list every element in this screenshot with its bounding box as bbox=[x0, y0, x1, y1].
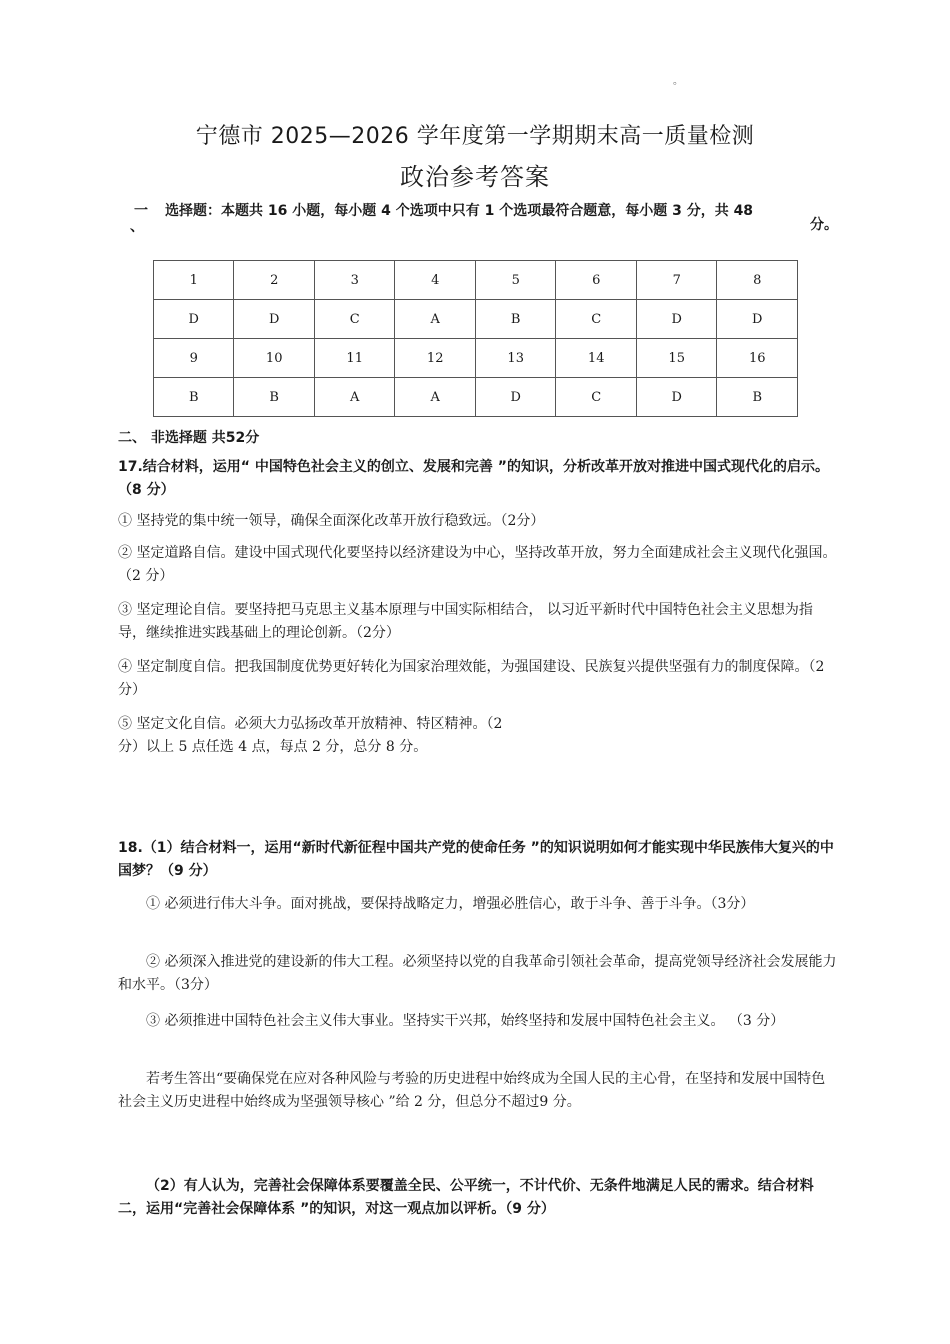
q17-question: 17.结合材料，运用“ 中国特色社会主义的创立、发展和完善 ”的知识，分析改革开放对推进中国式现代化的启示。（8 分） bbox=[118, 459, 829, 498]
table-cell: D bbox=[636, 378, 717, 417]
section2-heading: 二、 非选择题 共52分 bbox=[118, 430, 260, 446]
table-cell: D bbox=[636, 300, 717, 339]
table-cell: D bbox=[154, 300, 234, 339]
table-cell: 8 bbox=[717, 261, 798, 300]
q17-answer-5-line2: 分）以上 5 点任选 4 点，每点 2 分，总分 8 分。 bbox=[118, 739, 428, 755]
table-cell: C bbox=[556, 300, 637, 339]
table-row bbox=[154, 378, 798, 417]
table-cell: 4 bbox=[395, 261, 476, 300]
table-cell: C bbox=[556, 378, 637, 417]
q17-answer-1: ① 坚持党的集中统一领导，确保全面深化改革开放行稳致远。（2分） bbox=[118, 513, 545, 529]
section1-text: 选择题：本题共 16 小题，每小题 4 个选项中只有 1 个选项最符合题意，每小题 3 分，共 48 bbox=[165, 203, 754, 219]
section1-comma: 、 bbox=[130, 219, 144, 235]
table-cell: 15 bbox=[636, 339, 717, 378]
q18-answer-1: ① 必须进行伟大斗争。面对挑战，要保持战略定力，增强必胜信心，敢于斗争、善于斗争。（3分） bbox=[146, 896, 755, 912]
table-cell: 1 bbox=[154, 261, 234, 300]
table-cell: 10 bbox=[234, 339, 315, 378]
answer-table bbox=[153, 260, 798, 417]
page-dot: 。 bbox=[673, 76, 683, 87]
table-cell: A bbox=[395, 378, 476, 417]
table-cell: 3 bbox=[314, 261, 395, 300]
q17-answer-4: ④ 坚定制度自信。把我国制度优势更好转化为国家治理效能，为强国建设、民族复兴提供坚强有力的制度保障。（2 分） bbox=[118, 659, 825, 698]
q18-part1-question: 18.（1）结合材料一，运用“新时代新征程中国共产党的使命任务 ”的知识说明如何才能实现中华民族伟大复兴的中国梦？（9 分） bbox=[118, 840, 834, 879]
table-cell: A bbox=[395, 300, 476, 339]
q17-answer-3: ③ 坚定理论自信。要坚持把马克思主义基本原理与中国实际相结合， 以习近平新时代中国特色社会主义思想为指导，继续推进实践基础上的理论创新。（2分） bbox=[118, 602, 813, 641]
q18-answer-3: ③ 必须推进中国特色社会主义伟大事业。坚持实干兴邦，始终坚持和发展中国特色社会主义。 （3 分） bbox=[146, 1013, 785, 1029]
table-cell: C bbox=[314, 300, 395, 339]
table-cell: 16 bbox=[717, 339, 798, 378]
table-cell: D bbox=[234, 300, 315, 339]
q17-answer-2: ② 坚定道路自信。建设中国式现代化要坚持以经济建设为中心，坚持改革开放，努力全面建成社会主义现代化强国。（2 分） bbox=[118, 545, 837, 584]
page-subtitle: 政治参考答案 bbox=[400, 163, 550, 191]
table-cell: 9 bbox=[154, 339, 234, 378]
table-cell: D bbox=[475, 378, 556, 417]
table-cell: B bbox=[717, 378, 798, 417]
table-cell: 14 bbox=[556, 339, 637, 378]
section1-text-end: 分。 bbox=[810, 217, 838, 233]
section1-number: 一 bbox=[134, 203, 148, 219]
table-cell: B bbox=[154, 378, 234, 417]
table-cell: 7 bbox=[636, 261, 717, 300]
q18-answer-2: ② 必须深入推进党的建设新的伟大工程。必须坚持以党的自我革命引领社会革命，提高党领导经济社会发展能力和水平。（3分） bbox=[118, 954, 837, 993]
table-cell: D bbox=[717, 300, 798, 339]
q18-part2-question: （2）有人认为，完善社会保障体系要覆盖全民、公平统一，不计代价、无条件地满足人民的需求。结合材料二，运用“完善社会保障体系 ”的知识，对这一观点加以评析。（9 分） bbox=[118, 1178, 814, 1217]
table-cell: A bbox=[314, 378, 395, 417]
q17-answer-5-line1: ⑤ 坚定文化自信。必须大力弘扬改革开放精神、特区精神。（2 bbox=[118, 716, 503, 732]
page-title: 宁德市 2025—2026 学年度第一学期期末高一质量检测 bbox=[195, 124, 755, 149]
table-cell: 12 bbox=[395, 339, 476, 378]
table-cell: 2 bbox=[234, 261, 315, 300]
table-cell: 5 bbox=[475, 261, 556, 300]
table-cell: 13 bbox=[475, 339, 556, 378]
table-row bbox=[154, 261, 798, 300]
table-row bbox=[154, 300, 798, 339]
table-row bbox=[154, 339, 798, 378]
q18-note: 若考生答出“要确保党在应对各种风险与考验的历史进程中始终成为全国人民的主心骨，在坚持和发展中国特色社会主义历史进程中始终成为坚强领导核心 ”给 2 分，但总分不超过9 分。 bbox=[118, 1071, 826, 1110]
table-cell: B bbox=[234, 378, 315, 417]
table-cell: 11 bbox=[314, 339, 395, 378]
table-cell: B bbox=[475, 300, 556, 339]
table-cell: 6 bbox=[556, 261, 637, 300]
